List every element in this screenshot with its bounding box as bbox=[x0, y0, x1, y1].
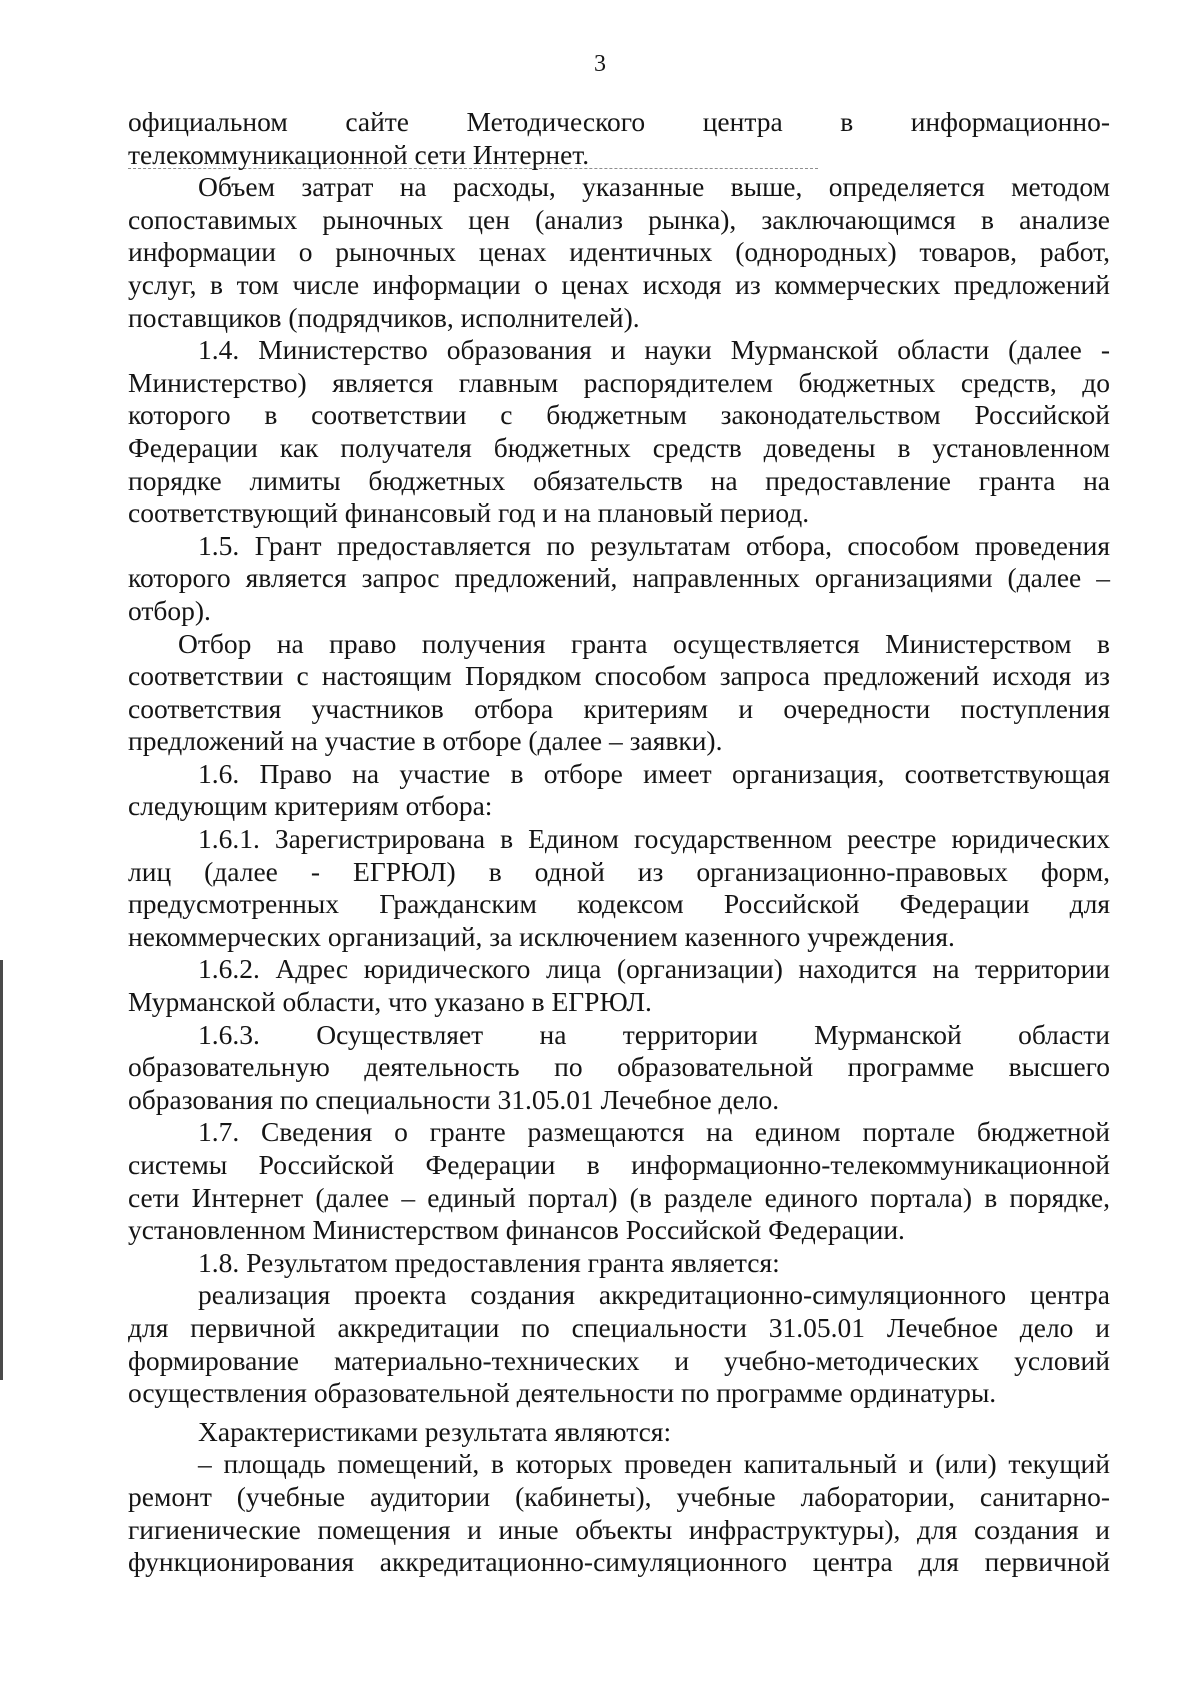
paragraph-result bbox=[128, 1279, 1110, 1409]
text-line: некоммерческих организаций, за исключением казенного учреждения. bbox=[128, 920, 955, 952]
paragraph-1-8 bbox=[128, 1247, 1110, 1280]
text-line: ремонт (учебные аудитории (кабинеты), учебные лаборатории, санитарно- bbox=[128, 1480, 1110, 1512]
text-line: официальном сайте Методического центра в информационно- bbox=[128, 106, 1110, 137]
text-line: Мурманской области, что указано в ЕГРЮЛ. bbox=[128, 986, 652, 1018]
text-line: образования по специальности 31.05.01 Лечебное дело. bbox=[128, 1083, 780, 1115]
text-line: 1.4. Министерство образования и науки Мурманской области (далее - bbox=[198, 334, 1110, 366]
text-line: отбор). bbox=[128, 594, 211, 626]
text-line: услуг, в том числе информации о ценах исходя из коммерческих предложений bbox=[128, 268, 1110, 300]
paragraph-1-5 bbox=[128, 530, 1110, 628]
text-line: Отбор на право получения гранта осуществляется Министерством в bbox=[178, 627, 1110, 659]
text-line: 1.6.3. Осуществляет на территории Мурманской области bbox=[198, 1018, 1110, 1050]
text-line: 1.6.2. Адрес юридического лица (организации) находится на территории bbox=[198, 953, 1110, 985]
text-line: 1.7. Сведения о гранте размещаются на едином портале бюджетной bbox=[198, 1116, 1110, 1148]
paragraph-1-6-3 bbox=[128, 1019, 1110, 1117]
text-line: реализация проекта создания аккредитационно-симуляционного центра bbox=[198, 1279, 1110, 1311]
text-line: формирование материально-технических и учебно-методических условий bbox=[128, 1344, 1110, 1376]
paragraph-1-7 bbox=[128, 1116, 1110, 1246]
text-line: сети Интернет (далее – единый портал) (в разделе единого портала) в порядке, bbox=[128, 1181, 1110, 1213]
text-line: сопоставимых рыночных цен (анализ рынка), заключающимся в анализе bbox=[128, 203, 1110, 235]
text-line: системы Российской Федерации в информационно-телекоммуникационной bbox=[128, 1149, 1110, 1180]
text-line: 1.6.1. Зарегистрирована в Едином государственном реестре юридических bbox=[198, 823, 1110, 855]
paragraph-1-6-2 bbox=[128, 953, 1110, 1018]
text-line: образовательную деятельность по образовательной программе высшего bbox=[128, 1051, 1110, 1083]
text-line: осуществления образовательной деятельности по программе ординатуры. bbox=[128, 1377, 997, 1409]
paragraph-website bbox=[128, 106, 1110, 171]
text-line: следующим критериям отбора: bbox=[128, 790, 493, 822]
text-line: телекоммуникационной сети Интернет. bbox=[128, 138, 590, 170]
text-line: порядке лимиты бюджетных обязательств на предоставление гранта на bbox=[128, 464, 1110, 496]
text-line: – площадь помещений, в которых проведен капитальный и (или) текущий bbox=[198, 1448, 1110, 1480]
paragraph-1-4 bbox=[128, 334, 1110, 530]
text-line: которого в соответствии с бюджетным законодательством Российской bbox=[128, 399, 1110, 431]
text-line: Федерации как получателя бюджетных средств доведены в установленном bbox=[128, 431, 1110, 463]
text-line: 1.5. Грант предоставляется по результатам отбора, способом проведения bbox=[198, 529, 1110, 561]
text-line: информации о рыночных ценах идентичных (однородных) товаров, работ, bbox=[128, 236, 1110, 268]
text-line: соответствия участников отбора критериям и очередности поступления bbox=[128, 692, 1110, 724]
text-line: 1.6. Право на участие в отборе имеет организация, соответствующая bbox=[198, 757, 1110, 789]
text-line: гигиенические помещения и иные объекты инфраструктуры), для создания и bbox=[128, 1513, 1110, 1545]
paragraph-area bbox=[128, 1448, 1110, 1578]
paragraph-1-6-1 bbox=[128, 823, 1110, 953]
text-line: соответствии с настоящим Порядком способом запроса предложений исходя из bbox=[128, 660, 1110, 692]
text-line: предусмотренных Гражданским кодексом Российской Федерации для bbox=[128, 888, 1110, 920]
text-line: функционирования аккредитационно-симуляционного центра для первичной bbox=[128, 1546, 1110, 1578]
text-line: которого является запрос предложений, направленных организациями (далее – bbox=[128, 562, 1110, 594]
text-line: Характеристиками результата являются: bbox=[198, 1415, 672, 1447]
text-line: Объем затрат на расходы, указанные выше, определяется методом bbox=[198, 171, 1110, 203]
paragraph-1-6 bbox=[128, 758, 1110, 823]
text-line: 1.8. Результатом предоставления гранта является: bbox=[198, 1246, 780, 1278]
scan-edge-mark bbox=[0, 960, 3, 1380]
page-number: 3 bbox=[594, 51, 606, 77]
paragraph-cost-volume bbox=[128, 171, 1110, 334]
text-line: лиц (далее - ЕГРЮЛ) в одной из организационно-правовых форм, bbox=[128, 855, 1110, 887]
document-body bbox=[128, 106, 1110, 1579]
text-line: для первичной аккредитации по специальности 31.05.01 Лечебное дело и bbox=[128, 1311, 1110, 1343]
text-line: предложений на участие в отборе (далее – заявки). bbox=[128, 725, 723, 757]
text-line: установленном Министерством финансов Российской Федерации. bbox=[128, 1214, 905, 1246]
paragraph-selection bbox=[128, 628, 1110, 758]
text-line: поставщиков (подрядчиков, исполнителей). bbox=[128, 301, 640, 333]
text-line: соответствующий финансовый год и на плановый период. bbox=[128, 497, 810, 529]
text-line: Министерство) является главным распорядителем бюджетных средств, до bbox=[128, 366, 1110, 398]
paragraph-characteristics bbox=[128, 1416, 1110, 1449]
